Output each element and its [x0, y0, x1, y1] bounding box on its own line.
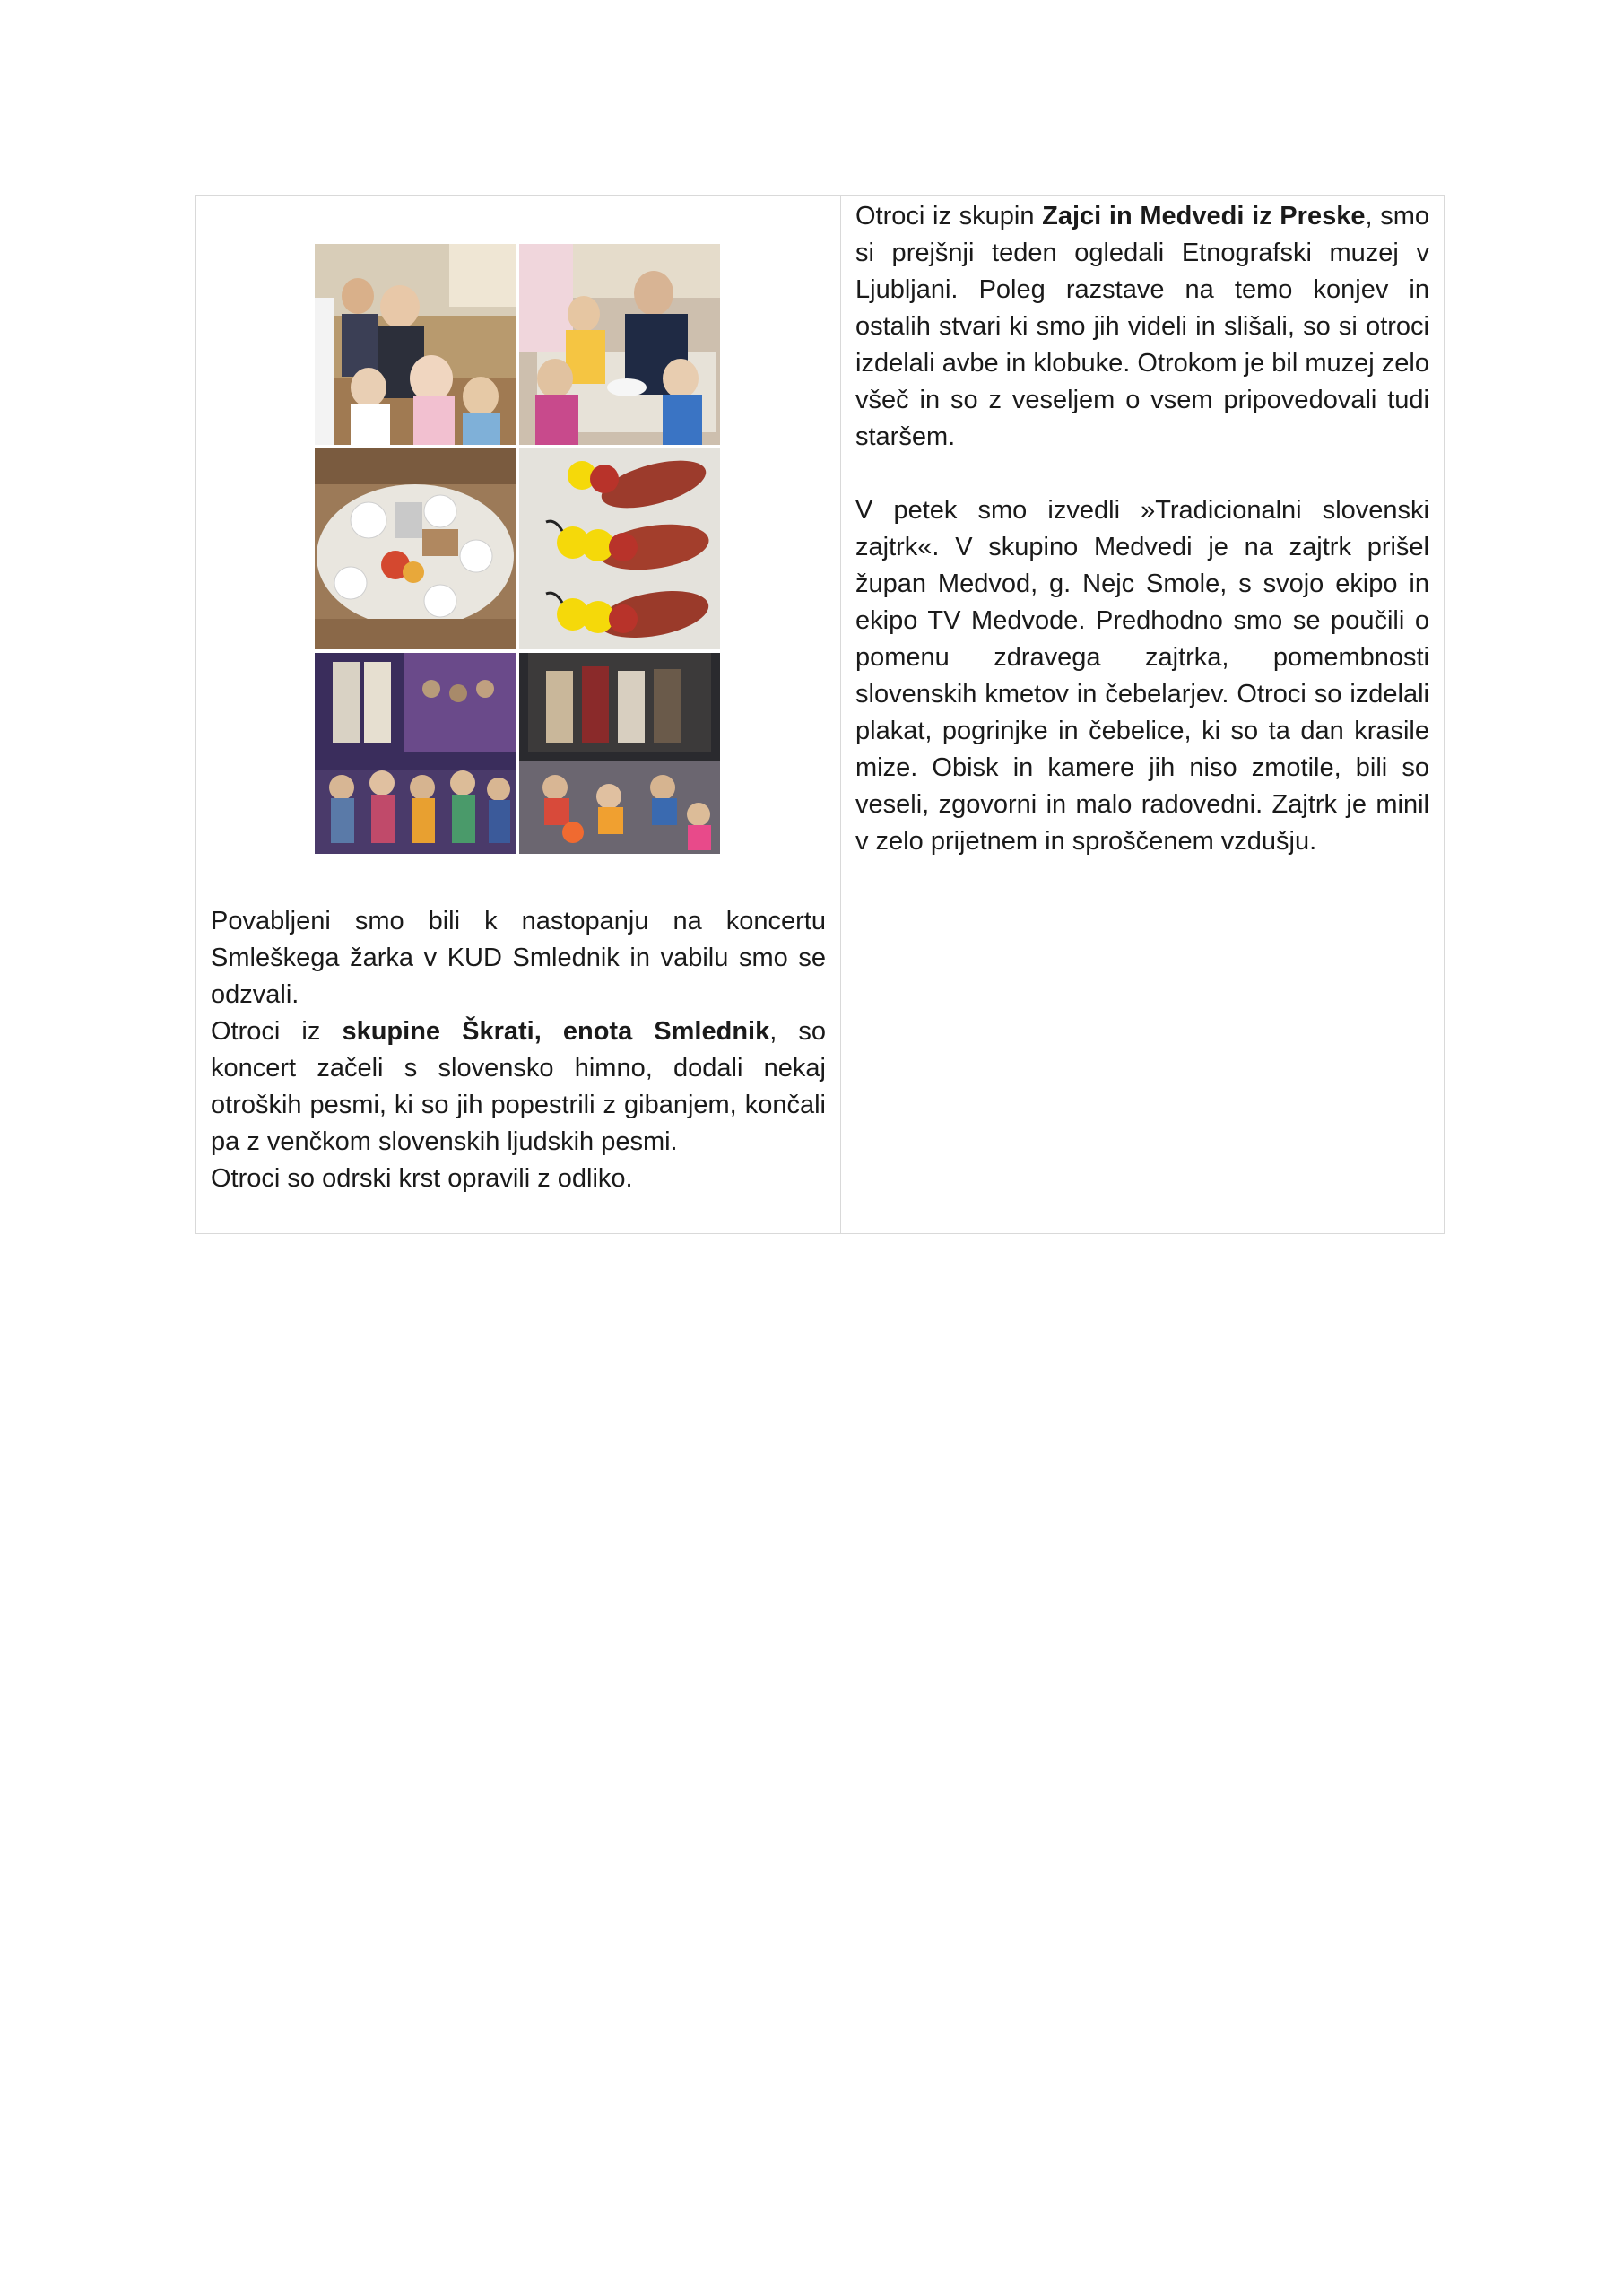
concert-text-cell [196, 900, 841, 1234]
concert-closing-paragraph: Otroci so odrski krst opravili z odliko. [211, 1164, 633, 1193]
group-name-skrati: skupine Škrati, enota Smlednik [342, 1017, 770, 1046]
photo-costume-exhibit [519, 653, 720, 854]
content-table [195, 195, 1445, 1234]
breakfast-paragraph: V petek smo izvedli »Tradicionalni slovenski zajtrk«. V skupino Medvedi je na zajtrk prišel župan Medvod, g. Nejc Smole, s svojo ekipo in ekipo TV Medvode. Predhodno smo se poučili o pomenu zdravega zajtrka, pomembnosti slovenskih kmetov in čebelarjev. Otroci so izdelali plakat, pogrinjke in čebelice, ki so ta dan krasile mize. Obisk in kamere jih niso zmotile, bili so veseli, zgovorni in malo radovedni. Zajtrk je minil v zelo prijetnem in sproščenem vzdušju. [855, 496, 1429, 856]
empty-cell [841, 900, 1445, 1234]
concert-invitation-paragraph: Povabljeni smo bili k nastopanju na koncertu Smleškega žarka v KUD Smlednik in vabilu smo se odzvali. [211, 907, 826, 1009]
photo-classroom-visit [315, 244, 516, 445]
photo-bee-crafts [519, 448, 720, 649]
photo-cell [196, 196, 841, 900]
museum-paragraph: Otroci iz skupin Zajci in Medvedi iz Preske, smo si prejšnji teden ogledali Etnografski muzej v Ljubljani. Poleg razstave na temo konjev in ostalih stvari ki smo jih videli in slišali, so si otroci izdelali avbe in klobuke. Otrokom je bil muzej zelo všeč in so z veseljem o vsem pripovedovali tudi staršem. [855, 202, 1429, 451]
group-names: Zajci in Medvedi iz Preske [1042, 202, 1366, 230]
table-row [196, 900, 1445, 1234]
photo-table-activity [519, 244, 720, 445]
table-row [196, 196, 1445, 900]
museum-text-cell [841, 196, 1445, 900]
concert-performance-paragraph: Otroci iz skupine Škrati, enota Smlednik, so koncert začeli s slovensko himno, dodali nekaj otroških pesmi, ki so jih popestrili z gibanjem, končali pa z venčkom slovenskih ljudskih pesmi. [211, 1017, 826, 1156]
photo-collage [315, 244, 720, 854]
photo-museum-exhibit [315, 653, 516, 854]
photo-breakfast-table [315, 448, 516, 649]
